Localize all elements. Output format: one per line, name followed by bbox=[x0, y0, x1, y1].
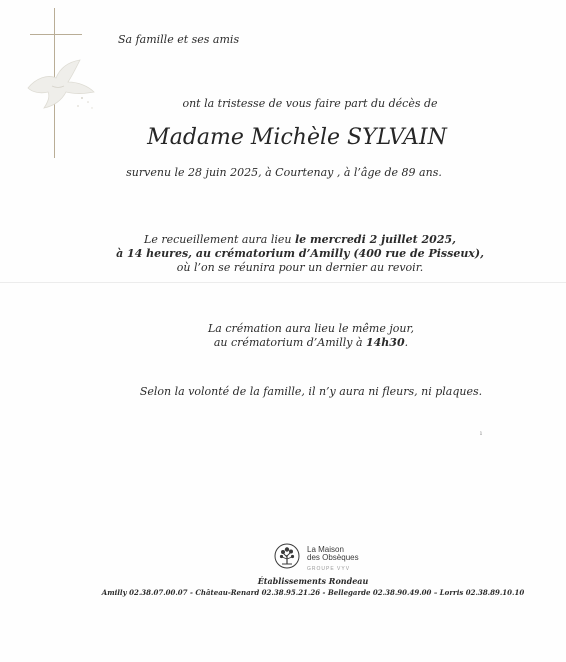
death-details: survenu le 28 juin 2025, à Courtenay , à l’âge de 89 ans. bbox=[126, 166, 442, 179]
logo-group: GROUPE VYV bbox=[307, 566, 351, 572]
logo-line-2: des Obsèques bbox=[307, 553, 359, 562]
gathering-place: à 14 heures, au crématorium d’Amilly (400 rue de Pisseux), bbox=[116, 247, 484, 260]
deceased-name: Madame Michèle SYLVAIN bbox=[147, 125, 447, 150]
cremation-line-1: La crémation aura lieu le même jour, bbox=[207, 322, 415, 335]
gathering-lead: Le recueillement aura lieu bbox=[144, 233, 295, 246]
establishment-name: Établissements Rondeau bbox=[257, 576, 369, 586]
logo-wordmark bbox=[307, 546, 359, 562]
gathering-line-1 bbox=[144, 233, 456, 247]
gathering-line-2 bbox=[116, 247, 484, 261]
family-line: Sa famille et ses amis bbox=[118, 33, 240, 46]
cross-horizontal bbox=[30, 34, 82, 35]
cremation-time: 14h30 bbox=[366, 336, 405, 349]
intro-line: ont la tristesse de vous faire part du décès de bbox=[182, 97, 438, 110]
logo-line-1: La Maison bbox=[307, 545, 344, 554]
tree-logo-icon bbox=[274, 543, 300, 569]
fold-line bbox=[0, 282, 566, 283]
cremation-lead: au crématorium d’Amilly à bbox=[213, 336, 366, 349]
wishes-line: Selon la volonté de la famille, il n’y aura ni fleurs, ni plaques. bbox=[139, 385, 483, 398]
gathering-date: le mercredi 2 juillet 2025, bbox=[294, 233, 456, 246]
cremation-end: . bbox=[404, 336, 409, 349]
dove-icon bbox=[22, 58, 100, 116]
cremation-line-2 bbox=[214, 336, 408, 350]
contact-phones: Amilly 02.38.07.00.07 - Château-Renard 02.38.95.21.26 - Bellegarde 02.38.90.49.00 – Lorris 02.38.89.10.10 bbox=[101, 588, 525, 597]
stray-mark: ı bbox=[480, 430, 482, 437]
gathering-line-3: où l’on se réunira pour un dernier au revoir. bbox=[176, 261, 424, 274]
